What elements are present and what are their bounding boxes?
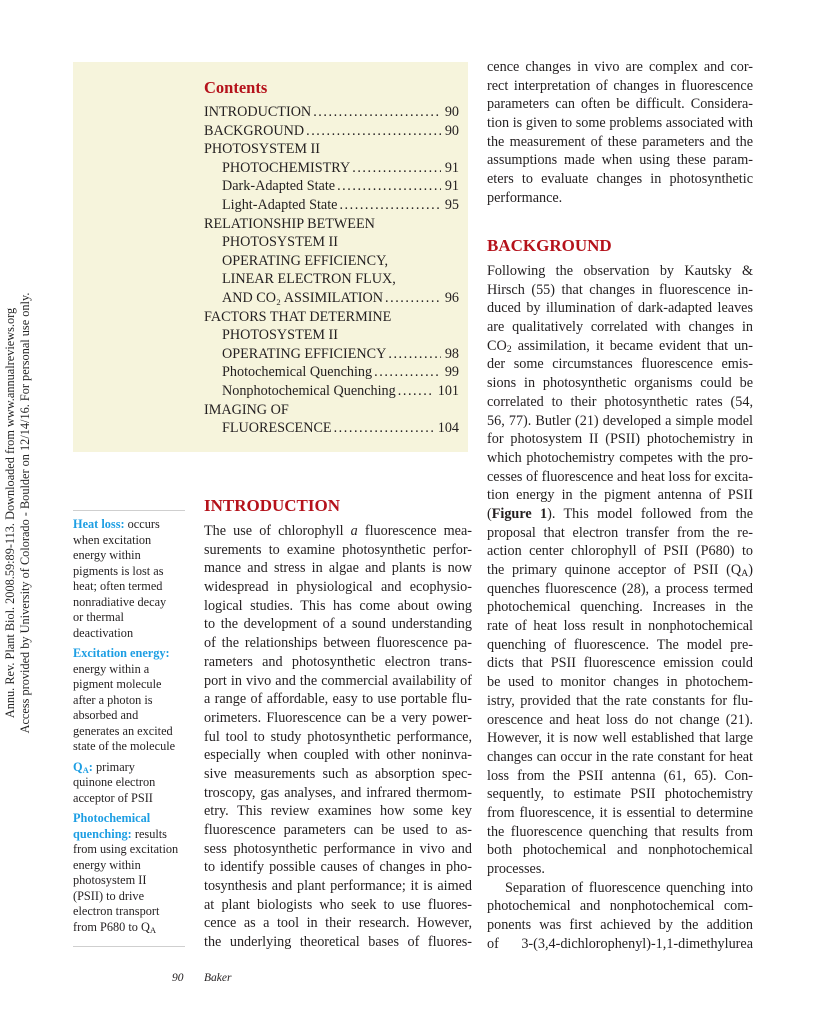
toc-entry[interactable] (204, 215, 459, 234)
text-line (487, 412, 753, 431)
text-line (487, 189, 753, 208)
toc-leader-dots (396, 382, 434, 401)
text-line (487, 804, 753, 823)
text-run: der some circumstances fluorescence emis- (487, 356, 753, 373)
text-run: from fluorescence, it is essential to determine (487, 804, 753, 821)
text-line (487, 133, 753, 152)
introduction-text (204, 522, 472, 952)
text-line (487, 524, 753, 543)
text-line (204, 896, 472, 915)
text-line (487, 542, 753, 561)
text-run: absorbed and (73, 708, 139, 722)
text-line (204, 672, 472, 691)
text-run: at plant biologists who seek to use fluores- (204, 896, 472, 913)
text-run: ( (487, 505, 492, 522)
text-line (204, 634, 472, 653)
toc-leader-dots (337, 196, 440, 215)
margin-note-line: Access provided by University of Colorado - Boulder on 12/14/16. For personal use only. (18, 292, 32, 734)
glossary-entry (73, 760, 188, 807)
glossary-term: Excitation energy: (73, 646, 170, 660)
glossary-line (73, 811, 188, 827)
text-run: widespread in physiological and ecophysio- (204, 579, 472, 596)
text-run: energy within (73, 857, 141, 872)
text-run: to the development of a sound understanding (204, 616, 472, 633)
glossary-term: Heat loss: (73, 517, 125, 531)
toc-entry[interactable] (204, 419, 459, 438)
sidebar-divider (73, 510, 185, 511)
text-run: state of the molecule (73, 739, 176, 753)
subscript: 2 (506, 343, 512, 355)
glossary-line (73, 595, 188, 611)
text-run: Hirsch (55) that changes in fluorescence in- (487, 281, 753, 298)
toc-entry[interactable] (204, 401, 459, 420)
glossary-line (73, 610, 188, 626)
toc-page-number: 96 (444, 289, 459, 306)
toc-entry[interactable] (204, 140, 459, 159)
text-line (487, 785, 753, 804)
toc-label: FLUORESCENCE (222, 420, 332, 437)
text-run: after a photon is (73, 692, 153, 707)
text-line (487, 151, 753, 170)
text-run: orimeters. Fluorescence can be a very power- (204, 709, 472, 726)
text-run: electron transport (73, 904, 160, 918)
text-run: proposal that electron transfer from the re- (487, 524, 753, 541)
text-line (487, 841, 753, 860)
page-number: 90 (172, 972, 184, 984)
text-run: eters to evaluate changes in photosynthetic (487, 171, 753, 188)
text-run: assimilation, it became evident that un- (511, 337, 753, 354)
text-run: sess photosynthetic performance in vivo and (204, 840, 472, 857)
toc-label: Dark-Adapted State (222, 178, 336, 195)
toc-entry[interactable] (204, 382, 459, 401)
text-run: photochemical quenching. Increases in the (487, 599, 753, 616)
text-line (487, 654, 753, 673)
text-line (487, 281, 753, 300)
text-line (204, 877, 472, 896)
glossary-term: Photochemical (73, 811, 151, 825)
contents-title: Contents (204, 78, 268, 97)
figure-reference: Figure 1 (491, 505, 548, 522)
glossary-line (73, 677, 188, 693)
text-line (487, 355, 753, 374)
text-run: logical studies. This has come about owing (204, 597, 472, 614)
text-run: etry. This review examines how some key (204, 803, 472, 820)
text-line (204, 653, 472, 672)
margin-note-line: Annu. Rev. Plant Biol. 2008.59:89-113. Downloaded from www.annualreviews.org (3, 307, 17, 719)
text-line (204, 522, 472, 541)
text-run: fluorescence mea- (357, 523, 472, 539)
text-run: quenching of fluorescence. The model pre- (487, 636, 753, 653)
glossary-line (73, 708, 188, 724)
toc-entry[interactable] (204, 233, 459, 252)
text-run: which photochemistry competes with the pro- (487, 449, 753, 466)
text-line (204, 765, 472, 784)
text-run: quenches fluorescence (28), a process termed (487, 580, 753, 597)
text-line (487, 430, 753, 449)
glossary-line (73, 858, 188, 874)
text-line (487, 374, 753, 393)
toc-page-number: 90 (444, 122, 459, 139)
glossary-line (73, 889, 188, 905)
text-line (487, 823, 753, 842)
text-run: sive measurements such as absorption spec- (204, 765, 472, 782)
access-margin-note (3, 283, 33, 743)
text-line (204, 746, 472, 765)
text-run: correlated to their photosynthetic rates (54, (487, 393, 753, 410)
text-run: energy within a (73, 661, 150, 676)
toc-entry[interactable] (204, 270, 459, 289)
text-run: port in vivo and the commercial availability of (204, 672, 472, 689)
text-run: quinone electron (73, 775, 156, 789)
text-run: of 3-(3,4-dichlorophenyl)-1,1-dimethylurea (487, 935, 753, 952)
text-run: tion is given to some problems associated with (487, 115, 753, 132)
glossary-line (73, 904, 188, 920)
text-run: be used to monitor changes in photochem- (487, 674, 753, 691)
glossary-entry (73, 811, 188, 935)
text-run: CO (487, 337, 507, 354)
text-run: duced by illumination of dark-adapted leaves (487, 300, 753, 317)
toc-entry[interactable] (204, 159, 459, 178)
text-run: to identify possible causes of changes in pho- (204, 859, 472, 876)
text-line (204, 728, 472, 747)
text-line (204, 933, 472, 952)
toc-leader-dots (386, 345, 440, 364)
text-run: deactivation (73, 625, 134, 640)
text-line (487, 636, 753, 655)
toc-entry[interactable] (204, 196, 459, 215)
text-line (487, 299, 753, 318)
toc-page-number: 104 (437, 420, 459, 437)
italic-text: a (350, 523, 358, 539)
text-line (487, 170, 753, 189)
text-run: sequently, to estimate PSII photochemistry (487, 786, 753, 803)
text-run: heat; often termed (73, 579, 163, 593)
toc-label: AND CO₂ ASSIMILATION (222, 289, 384, 306)
glossary-line (73, 693, 188, 709)
text-run: mance and stress in algae and plants is now (204, 560, 472, 577)
glossary-line (73, 626, 188, 642)
text-run: performance. (487, 189, 563, 206)
text-run: ). This model followed from the (547, 505, 753, 522)
glossary-line (73, 517, 188, 533)
toc-page-number: 99 (444, 364, 459, 381)
toc-leader-dots (304, 122, 441, 141)
glossary-sidebar (73, 517, 188, 940)
text-run: energy within (73, 548, 141, 562)
text-run: Following the observation by Kautsky & (487, 263, 753, 279)
toc-page-number: 98 (444, 345, 459, 362)
background-heading: BACKGROUND (487, 236, 612, 255)
toc-entry[interactable] (204, 289, 459, 308)
text-line (487, 58, 753, 77)
text-run: cesses of fluorescence and heat loss for excita- (487, 468, 753, 485)
glossary-line (73, 579, 188, 595)
text-run: changes can occur in the rate constant for heat (487, 748, 753, 765)
text-line (487, 748, 753, 767)
glossary-line (73, 873, 188, 889)
text-run: rate of heat loss result in nonphotochemical (487, 618, 753, 635)
glossary-line (73, 827, 188, 843)
glossary-line (73, 724, 188, 740)
text-run: nonradiative decay (73, 594, 167, 609)
text-line (487, 617, 753, 636)
text-run: tion energy in the pigment antenna of PSII (487, 487, 753, 504)
glossary-line (73, 548, 188, 564)
text-line (204, 597, 472, 616)
text-run: occurs (124, 517, 160, 531)
text-run: dicts that PSII fluorescence emission could (487, 655, 753, 672)
text-run: cence changes in vivo are complex and cor- (487, 59, 753, 75)
text-run: the primary quinone acceptor of PSII (Q (487, 562, 742, 578)
toc-leader-dots (350, 159, 441, 178)
text-line (487, 449, 753, 468)
text-line (487, 318, 753, 337)
text-run: ful tool to study photosynthetic performance, (204, 728, 472, 745)
toc-label: PHOTOCHEMISTRY (222, 159, 351, 176)
text-line (487, 598, 753, 617)
text-line (487, 916, 753, 935)
introduction-heading: INTRODUCTION (204, 496, 341, 515)
text-run: results (131, 826, 167, 841)
text-run: both photochemical and nonphotochemical (487, 842, 753, 859)
text-line (204, 914, 472, 933)
text-run: (PSII) to drive (73, 888, 145, 903)
text-run: loss from the PSII antenna (61, 65). Con- (487, 767, 753, 784)
sidebar-divider (73, 946, 185, 947)
text-run: from using excitation (73, 842, 179, 856)
text-run: for photosystem II (PSII) photochemistry in (487, 431, 753, 448)
text-line (487, 77, 753, 96)
glossary-line (73, 760, 188, 776)
text-run: ) (748, 562, 753, 578)
text-run: are qualitatively correlated with changes in (487, 319, 753, 336)
glossary-line (73, 775, 188, 791)
text-run: Separation of fluorescence quenching into (505, 879, 753, 896)
toc-leader-dots (383, 289, 441, 308)
glossary-entry (73, 517, 188, 641)
toc-label: IMAGING OF (204, 401, 289, 418)
toc-label: OPERATING EFFICIENCY, (222, 252, 389, 269)
text-line (204, 821, 472, 840)
glossary-line (73, 920, 188, 936)
text-line (204, 840, 472, 859)
glossary-line (73, 662, 188, 678)
text-run: a range of affordable, easy to use portable flu- (204, 691, 472, 708)
toc-leader-dots (372, 363, 441, 382)
toc-entry[interactable] (204, 326, 459, 345)
text-line (204, 615, 472, 634)
toc-leader-dots (332, 419, 434, 438)
text-line (487, 879, 753, 898)
text-run: troscopy, gas analyses, and infrared thermom- (204, 784, 472, 801)
subscript: A (149, 924, 157, 935)
text-line (487, 561, 753, 580)
glossary-line (73, 646, 188, 662)
text-run: acceptor of PSII (73, 790, 153, 805)
text-run: action center chlorophyll of PSII (P680) to (487, 543, 753, 560)
text-run: pigments is lost as (73, 563, 164, 578)
text-line (487, 711, 753, 730)
text-run: 56, 77). Butler (21) developed a simple model (487, 412, 753, 429)
toc-page-number: 91 (444, 159, 459, 176)
glossary-term-subscript: A (82, 764, 89, 775)
glossary-line (73, 791, 188, 807)
text-line (487, 767, 753, 786)
toc-label: Nonphotochemical Quenching (222, 382, 396, 399)
text-run: istry, provided that the rate constants for flu- (487, 692, 753, 709)
toc-entry[interactable] (204, 252, 459, 271)
running-author: Baker (204, 972, 232, 984)
toc-label: Photochemical Quenching (222, 364, 373, 381)
toc-entry[interactable] (204, 103, 459, 122)
toc-label: INTRODUCTION (204, 104, 312, 120)
text-run: ponents was first achieved by the addition (487, 917, 753, 934)
toc-label: FACTORS THAT DETERMINE (204, 308, 392, 325)
text-line (487, 897, 753, 916)
text-run: generates an excited (73, 723, 173, 738)
text-line (487, 337, 753, 356)
text-line (204, 802, 472, 821)
toc-label: PHOTOSYSTEM II (204, 141, 321, 158)
text-run: especially when coupled with other noninva- (204, 747, 472, 764)
subscript: A (741, 568, 749, 579)
text-run: the underlying theoretical bases of fluores- (204, 934, 472, 951)
text-line (204, 541, 472, 560)
toc-page-number: 91 (444, 178, 459, 195)
text-run: from P680 to Q (73, 919, 150, 934)
text-line (487, 935, 753, 954)
table-of-contents (204, 103, 459, 438)
text-run: processes. (487, 861, 545, 877)
text-line (487, 486, 753, 505)
text-line (487, 468, 753, 487)
glossary-term: Q (73, 759, 83, 774)
text-run: assumptions made when using these param- (487, 152, 753, 169)
glossary-line (73, 739, 188, 755)
glossary-line (73, 533, 188, 549)
text-run: of the relationships between fluorescence pa- (204, 635, 472, 652)
text-run: rameters and photosynthetic electron trans- (204, 653, 472, 670)
toc-leader-dots (335, 177, 441, 196)
toc-label: LINEAR ELECTRON FLUX, (222, 271, 396, 288)
text-run: when excitation (73, 532, 152, 547)
text-line (487, 95, 753, 114)
text-run: photosystem II (73, 873, 147, 887)
text-run: fluorescence parameters can be used to as- (204, 822, 472, 838)
text-run: orescence and heat loss do not change (21). (487, 711, 753, 728)
text-run: or thermal (73, 610, 124, 624)
text-run: the fluorescence quenching that results from (487, 823, 753, 840)
text-line (204, 858, 472, 877)
glossary-line (73, 564, 188, 580)
text-line (204, 784, 472, 803)
text-line (204, 559, 472, 578)
text-line (204, 709, 472, 728)
text-line (487, 692, 753, 711)
toc-label: BACKGROUND (204, 122, 305, 139)
text-line (487, 580, 753, 599)
text-line (204, 578, 472, 597)
toc-label: RELATIONSHIP BETWEEN (204, 215, 375, 232)
text-run: the measurement of these parameters and the (487, 133, 753, 150)
toc-label: OPERATING EFFICIENCY (222, 345, 387, 362)
text-run: surements to examine photosynthetic perfor- (204, 541, 472, 558)
toc-entry[interactable] (204, 363, 459, 382)
toc-label: PHOTOSYSTEM II (222, 327, 339, 344)
text-line (487, 673, 753, 692)
continued-text (487, 58, 753, 208)
text-line (487, 729, 753, 748)
text-line (204, 690, 472, 709)
background-text (487, 262, 753, 953)
toc-page-number: 101 (437, 382, 459, 399)
text-run: parameters can often be difficult. Considera- (487, 96, 753, 113)
text-run: However, it is now well established that large (487, 730, 753, 747)
text-run: sions in photosynthetic organisms could be (487, 375, 753, 392)
text-run: cence as a tool in their research. However, (204, 915, 472, 932)
toc-entry[interactable] (204, 345, 459, 364)
toc-label: Light-Adapted State (222, 196, 338, 213)
text-line (487, 393, 753, 412)
text-run: tosynthesis and plant performance; it is aimed (204, 878, 472, 895)
text-run: photochemical and nonphotochemical com- (487, 898, 753, 915)
text-run: The use of chlorophyll (204, 523, 351, 539)
toc-page-number: 95 (444, 196, 459, 213)
glossary-term: : (88, 759, 93, 774)
toc-label: PHOTOSYSTEM II (222, 234, 339, 251)
toc-entry[interactable] (204, 122, 459, 141)
toc-leader-dots (311, 103, 441, 122)
glossary-term: quenching: (73, 826, 132, 841)
text-line (487, 114, 753, 133)
text-run: rect interpretation of changes in fluorescence (487, 77, 753, 94)
toc-entry[interactable] (204, 308, 459, 327)
toc-page-number: 90 (444, 104, 459, 120)
glossary-line (73, 842, 188, 858)
glossary-entry (73, 646, 188, 755)
text-line (487, 860, 753, 879)
text-line (487, 505, 753, 524)
toc-entry[interactable] (204, 177, 459, 196)
text-line (487, 262, 753, 281)
text-run: primary (92, 759, 135, 774)
text-run: pigment molecule (73, 677, 162, 691)
